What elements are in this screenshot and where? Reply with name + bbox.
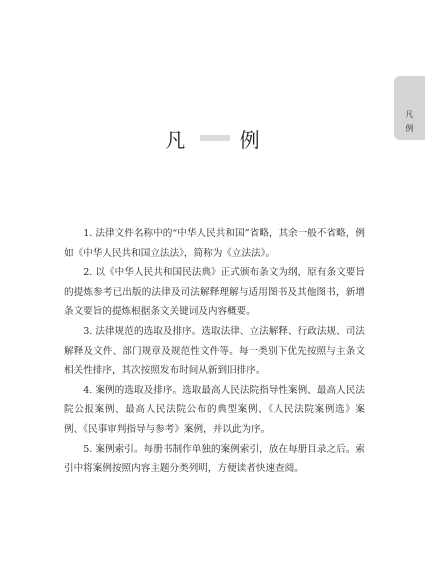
note-paragraph-5: 5. 案例索引。每册书制作单独的案例索引，放在每册目录之后。索引中将案例按照内容主题分类列明，方便读者快速查阅。 bbox=[64, 443, 365, 475]
title-block bbox=[0, 113, 425, 153]
note-paragraph-4: 4. 案例的选取及排序。选取最高人民法院指导性案例、最高人民法院公报案例、最高人民法院公布的典型案例、《人民法院案例选》案例、《民事审判指导与参考》案例，并以此为序。 bbox=[64, 384, 365, 435]
page-title: 凡 例 bbox=[165, 128, 284, 153]
side-tab-char-2: 例 bbox=[405, 124, 414, 133]
note-paragraph-1: 1. 法律文件名称中的“中华人民共和国”省略，其余一般不省略，例如《中华人民共和国立法法》，简称为《立法法》。 bbox=[64, 228, 365, 259]
side-tab-char-1: 凡 bbox=[405, 110, 414, 119]
note-paragraph-3: 3. 法律规范的选取及排序。选取法律、立法解释、行政法规、司法解释及文件、部门规章及规范性文件等。每一类别下优先按照与主条文相关性排序，其次按照发布时间从新到旧排序。 bbox=[64, 325, 365, 377]
notes-body bbox=[64, 224, 365, 479]
note-paragraph-2: 2. 以《中华人民共和国民法典》正式颁布条文为纲，原有条文要旨的提炼参考已出版的法律及司法解释理解与适用图书及其他图书，新增条文要旨的提炼根据条文关键词及内容概要。 bbox=[64, 267, 365, 318]
